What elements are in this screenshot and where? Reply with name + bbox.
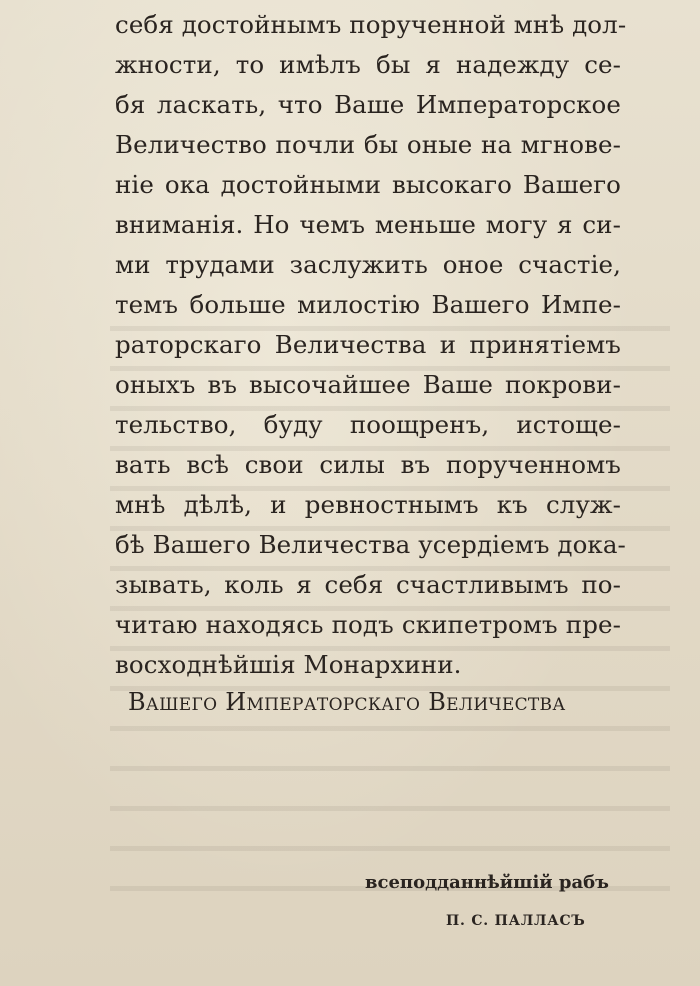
text-line: бя ласкать, что Ваше Императорское	[115, 90, 621, 119]
text-line: жности, то имѣлъ бы я надежду се-	[115, 50, 621, 79]
text-line: темъ больше милостію Вашего Импе-	[115, 290, 621, 319]
text-line: мнѣ дѣлѣ, и ревностнымъ къ служ-	[115, 490, 621, 519]
text-line: раторскаго Величества и принятіемъ	[115, 330, 621, 359]
author-signature: П. С. ПАЛЛАСЪ	[446, 913, 586, 929]
text-line: себя достойнымъ порученной мнѣ дол-	[115, 10, 627, 39]
text-line: ми трудами заслужить оное счастіе,	[115, 250, 621, 279]
text-line: оныхъ въ высочайшее Ваше покрови-	[115, 370, 621, 399]
text-line: вниманія. Но чемъ меньше могу я си-	[115, 210, 621, 239]
dedication-body-text	[115, 5, 627, 685]
closing-servant-line: всеподданнѣйшій рабъ	[365, 872, 609, 893]
text-line: тельство, буду поощренъ, истоще-	[115, 410, 621, 439]
text-line: восходнѣйшія Монархини.	[115, 650, 462, 679]
text-line: ніе ока достойными высокаго Вашего	[115, 170, 621, 199]
text-line: зывать, коль я себя счастливымъ по-	[115, 570, 621, 599]
salutation-line: Вашего Императорскаго Величества	[128, 688, 566, 716]
text-line: вать всѣ свои силы въ порученномъ	[115, 450, 621, 479]
text-line: читаю находясь подъ скипетромъ пре-	[115, 610, 621, 639]
text-line: Величество почли бы оные на мгнове-	[115, 130, 621, 159]
text-line: бѣ Вашего Величества усердіемъ дока-	[115, 530, 626, 559]
